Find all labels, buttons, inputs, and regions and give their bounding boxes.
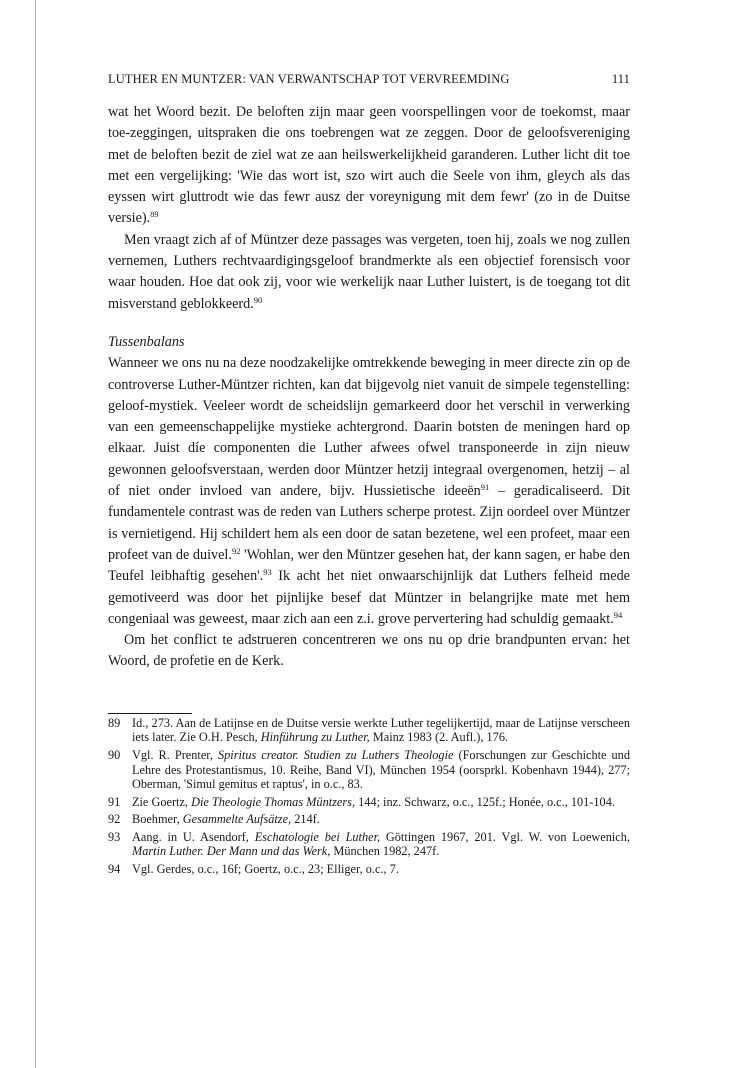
footnote-89 <box>108 716 630 745</box>
footnote-ref-94[interactable]: 94 <box>613 609 623 620</box>
paragraph-3: Wanneer we ons nu na deze noodzakelijke omtrekkende beweging in meer directe zin op de controverse Luther-Müntzer richten, kan dat bijgevolg niet vanuit de simpele tegenstelling: geloof-mystiek. Veeleer wordt de scheidslijn gemarkeerd door het verschil in verwerking van een gemeenschappelijke mystieke achtergrond. Daarin botsten de meningen hard op elkaar. Juist díe componenten die Luther afwees ofwel transponeerde in zijn nieuw gewonnen geloofsverstaan, werden door Müntzer hetzij integraal overgenomen, hetzij – al of niet onder invloed van andere, bijv. Hussietische ideeën$^{91}$ – geradicaliseerd. Dit fundamentele contrast was de reden van Luthers scherpe protest. Zijn oordeel over Müntzer is vernietigend. Hij schildert hem als een door de satan bezetene, wel een profeet, maar een profeet van de duivel.$^{92}$ 'Wohlan, wer den Müntzer gesehen hat, der kann sagen, er habe den Teufel leibhaftig gesehen'.$^{93}$ Ik acht het niet onwaarschijnlijk dat Luthers felheid mede gemotiveerd was door het pijnlijke besef dat Müntzer in belangrijke mate met hem congeniaal was geweest, maar zich aan een z.i. grove pervertering had schuldig gemaakt.$^{94}$ <box>108 355 630 627</box>
footnote-number: 94 <box>108 862 121 877</box>
footnote-90 <box>108 748 630 792</box>
footnote-number: 89 <box>108 715 121 730</box>
footnote-94 <box>108 862 630 877</box>
footnote-number: 92 <box>108 812 121 827</box>
footnote-number: 93 <box>108 829 121 844</box>
book-page <box>108 72 630 880</box>
footnote-ref-90[interactable]: 90 <box>253 294 263 305</box>
paragraph-2: Men vraagt zich af of Müntzer deze passages was vergeten, toen hij, zoals we nog zullen vernemen, Luthers rechtvaardigingsgeloof brandmerkte als een objectief forensisch voor waar houden. Hoe dat ook zij, voor wie werkelijk naar Luther luistert, is de toegang tot dit misverstand geblokkeerd.$^{90}$ <box>108 231 630 312</box>
paragraph-4: Om het conflict te adstrueren concentreren we ons nu op drie brandpunten ervan: het Woord, de profetie en de Kerk. <box>108 632 630 670</box>
footnote-92 <box>108 812 630 827</box>
footnote-separator <box>108 713 192 714</box>
footnote-text: Vgl. Gerdes, o.c., 16f; Goertz, o.c., 23; Elliger, o.c., 7. <box>132 862 399 877</box>
footnote-text: Aang. in U. Asendorf, Eschatologie bei Luther, Göttingen 1967, 201. Vgl. W. von Loewenich, Martin Luther. Der Mann und das Werk, München 1982, 247f. <box>132 829 630 859</box>
footnote-text: Id., 273. Aan de Latijnse en de Duitse versie werkte Luther tegelijkertijd, maar de Latijnse verscheen iets later. Zie O.H. Pesch, Hinführung zu Luther, Mainz 1983 (2. Aufl.), 176. <box>132 715 630 745</box>
footnotes <box>108 716 630 877</box>
footnote-ref-92[interactable]: 92 <box>231 545 241 556</box>
section-heading: Tussenbalans <box>108 333 185 350</box>
footnote-text: Vgl. R. Prenter, Spiritus creator. Studien zu Luthers Theologie (Forschungen zur Geschichte und Lehre des Protestantismus, 10. Reihe, Band VI), München 1954 (oorsprkl. Kobenhavn 1944), 277; Oberman, 'Simul gemitus et raptus', in o.c., 83. <box>132 747 630 792</box>
footnote-ref-93[interactable]: 93 <box>263 567 272 578</box>
page-number: 111 <box>611 72 630 86</box>
footnote-number: 91 <box>108 794 121 809</box>
footnote-text: Boehmer, Gesammelte Aufsätze, 214f. <box>132 812 320 827</box>
footnote-91 <box>108 795 630 810</box>
footnote-ref-89[interactable]: 89 <box>150 209 159 220</box>
footnote-text: Zie Goertz, Die Theologie Thomas Müntzers, 144; inz. Schwarz, o.c., 125f.; Honée, o.c., 101-104. <box>132 794 615 809</box>
footnote-number: 90 <box>108 747 121 762</box>
scan-edge-line <box>35 0 36 1068</box>
paragraph-1: wat het Woord bezit. De beloften zijn maar geen voorspellingen voor de toekomst, maar toe-zeggingen, uitspraken die ons toebrengen wat ze zeggen. Door de geloofsvereniging met de beloften bezit de ziel wat ze aan heilswerkelijkheid garanderen. Luther licht dit toe met een vergelijking: 'Wie das wort ist, szo wirt auch die Seele von ihm, gleych als das eyssen wirt gluttrodt wie das fewr ausz der voreynigung mit dem fewr' (zo in de Duitse versie).$^{89}$ <box>108 104 630 227</box>
main-text <box>108 102 630 673</box>
running-header <box>108 72 630 87</box>
footnote-93 <box>108 830 630 859</box>
footnote-ref-91[interactable]: 91 <box>480 482 490 493</box>
running-title: LUTHER EN MUNTZER: VAN VERWANTSCHAP TOT VERVREEMDING <box>108 72 510 86</box>
